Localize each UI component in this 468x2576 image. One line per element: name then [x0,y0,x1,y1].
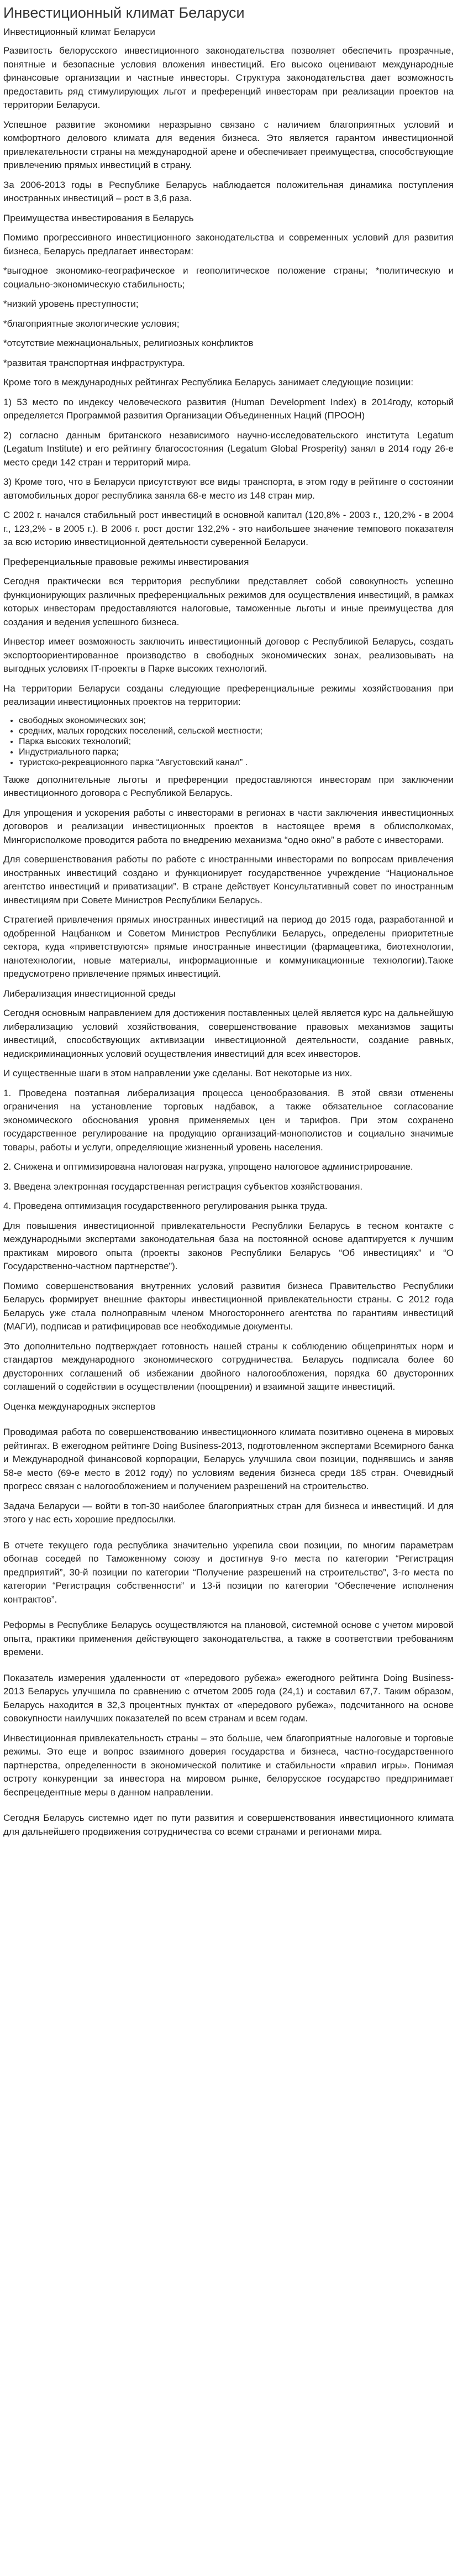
paragraph: В отчете текущего года республика значительно укрепила свои позиции, по многим параметрам обогнав соседей по Таможенному союзу и достигнув 9-го места по категории “Регистрация предприятий”, 30-й позиции по категории “Получение разрешений на строительство”, 3-го места по категории “Регистрация собственности” и 13-й позиции по категории “Обеспечение исполнения контрактов”. [3,1540,454,1605]
page-subtitle: Инвестиционный климат Беларуси [3,27,155,37]
section-heading: Преференциальные правовые режимы инвестирования [3,556,249,567]
paragraph: 3) Кроме того, что в Беларуси присутствуют все виды транспорта, в этом году в рейтинге о состоянии автомобильных дорог республика заняла 68-е место из 148 стран мир. [3,477,454,501]
list-item: • свободных экономических зон; [19,715,454,726]
paragraph: 3. Введена электронная государственная регистрация субъектов хозяйствования. [3,1181,363,1192]
paragraph: Показатель измерения удаленности от «передового рубежа» ежегодного рейтинга Doing Business-2013 Беларусь улучшила по сравнению с отчетом 2005 года (24,1) и составил 67,7. Таким образом, Беларусь находится в 32,3 процентных пунктах от «передового рубежа», подсчитанного на основе совокупности наилучших показателей по всем странам и всем годам. [3,1672,454,1724]
paragraph: Также дополнительные льготы и преференции предоставляются инвесторам при заключении инвестиционного договора с Республикой Беларусь. [3,774,454,798]
paragraph: Кроме того в международных рейтингах Республика Беларусь занимает следующие позиции: [3,377,414,388]
section-heading: Либерализация инвестиционной среды [3,988,176,999]
paragraph: 1. Проведена поэтапная либерализация процесса ценообразования. В этой связи отменены ограничения на установление торговых надбавок, а также обязательное согласование экономического обоснования уровня применяемых цен и тарифов. При этом сохранено государственное регулирование на продукцию организаций-монополистов и социально значимые товары, работы и услуги, определяющие жизненный уровень населения. [3,1087,454,1153]
paragraph: Успешное развитие экономики неразрывно связано с наличием благоприятных условий и комфортного делового климата для ведения бизнеса. Это является гарантом инвестиционной привлекательности страны на международной арене и обеспечивает преимущества, способствующие привлечению прямых инвестиций в страну. [3,119,454,170]
paragraph: И существенные шаги в этом направлении уже сделаны. Вот некоторые из них. [3,1068,353,1078]
paragraph: Проводимая работа по совершенствованию инвестиционного климата позитивно оценена в мировых рейтингах. В ежегодном рейтинге Doing Business-2013, подготовленном экспертами Всемирного банка и Международной финансовой корпорации, Беларусь улучшила свои позиции, поднявшись и заняв 58-е место (69-е место в 2012 году) по условиям ведения бизнеса среди 185 стран. Очевидный прогресс связан с налогообложением и получением разрешений на строительство. [3,1427,454,1491]
paragraph: 2. Снижена и оптимизирована налоговая нагрузка, упрощено налоговое администрирование. [3,1161,413,1172]
paragraph: Это дополнительно подтверждает готовность нашей страны к соблюдению общепринятых норм и стандартов международного экономического сотрудничества. Беларусь подписала более 60 двусторонних соглашений об избежании двойного налогообложения, порядка 60 двусторонних соглашений о содействии в осуществлении (поощрении) и взаимной защите инвестиций. [3,1341,454,1392]
paragraph: *благоприятные экологические условия; [3,318,180,329]
page-title: Инвестиционный климат Беларуси [3,4,245,21]
paragraph: Задача Беларуси — войти в топ-30 наиболее благоприятных стран для бизнеса и инвестиций. И для этого у нас есть хорошие предпосылки. [3,1500,454,1525]
paragraph: Инвестиционная привлекательность страны – это больше, чем благоприятные налоговые и торговые режимы. Это еще и вопрос взаимного доверия государства и бизнеса, частно-государственного партнерства, определенности в экономической политике и стабильности «правил игры». Понимая остроту конкуренции за инвестора на мировом рынке, белорусское государство предпринимает беспрецедентные меры в данном направлении. [3,1732,454,1798]
paragraph: Помимо совершенствования внутренних условий развития бизнеса Правительство Республики Беларусь формирует внешние факторы инвестиционной привлекательности страны. С 2012 года Беларусь уже стала полноправным членом Многостороннего агентства по гарантиям инвестиций (МАГИ), подписав и ратифицировав все необходимые документы. [3,1280,454,1332]
paragraph: Для повышения инвестиционной привлекательности Республики Беларусь в тесном контакте с международными экспертами законодательная база на постоянной основе адаптируется к лучшим практикам мирового опыта (проекты законов Республики Беларусь “Об инвестициях” и “О Государственно-частном партнерстве”). [3,1220,454,1271]
list-item: • туристско-рекреационного парка “Августовский канал” . [19,757,454,768]
paragraph: Реформы в Республике Беларусь осуществляются на плановой, системной основе с учетом мировой опыта, практики применения действующего законодательства, а также в соответствии требованиям времени. [3,1620,454,1657]
bullet-list [19,715,454,768]
paragraph: Помимо прогрессивного инвестиционного законодательства и современных условий для развития бизнеса, Беларусь предлагает инвесторам: [3,232,454,256]
paragraph: 4. Проведена оптимизация государственного регулирования рынка труда. [3,1201,328,1211]
section-heading: Оценка международных экспертов [3,1401,156,1412]
paragraph: За 2006-2013 годы в Республике Беларусь наблюдается положительная динамика поступления иностранных инвестиций – рост в 3,6 раза. [3,179,454,203]
paragraph: 1) 53 место по индексу человеческого развития (Human Development Index) в 2014году, который определяется Программой развития Организации Объединенных Наций (ПРООН) [3,396,454,421]
paragraph: *развитая транспортная инфраструктура. [3,357,185,368]
paragraph: *низкий уровень преступности; [3,299,139,309]
paragraph: *выгодное экономико-географическое и геополитическое положение страны; *политическую и социально-экономическую стабильность; [3,265,454,290]
list-item: • Парка высоких технологий; [19,736,454,747]
paragraph: Сегодня практически вся территория республики представляет собой совокупность успешно функционирующих различных преференциальных режимов для осуществления инвестиций, в рамках которых инвесторам предоставляются налоговые, таможенные льготы и иные преимущества для создания и ведения успешного бизнеса. [3,576,454,627]
paragraph: Для совершенствования работы по работе с иностранными инвесторами по вопросам привлечения иностранных инвестиций создано и функционирует государственное учреждение “Национальное агентство инвестиций и приватизации”. В стране действует Консультативный совет по иностранным инвестициям при Совете Министров Республики Беларусь. [3,854,454,905]
list-item: • средних, малых городских поселений, сельской местности; [19,726,454,736]
paragraph: Инвестор имеет возможность заключить инвестиционный договор с Республикой Беларусь, создать экспортоориентированное производство в свободных экономических зонах, реализовывать на выгодных условиях IT-проекты в Парке высоких технологий. [3,636,454,674]
paragraph: Сегодня основным направлением для достижения поставленных целей является курс на дальнейшую либерализацию условий хозяйствования, совершенствование правовых механизмов защиты инвестиций, способствующих активизации инвестиционной деятельности, создание равных, недискриминационных условий осуществления инвестиций для всех инвесторов. [3,1008,454,1059]
article-body [3,44,454,1839]
paragraph: Развитость белорусского инвестиционного законодательства позволяет обеспечить прозрачные, понятные и безопасные условия вложения инвестиций. Его высоко оценивают международные финансовые организации и частные инвесторы. Структура законодательства дает возможность предоставить ряд стимулирующих льгот и преференций инвесторам при реализации проектов на территории Беларуси. [3,45,454,110]
paragraph: 2) согласно данным британского независимого научно-исследовательского института Legatum (Legatum Institute) и его рейтингу благосостояния (Legatum Global Prosperity) занял в 2014 году 26-е место среди 142 стран и территорий мира. [3,430,454,468]
list-item: • Индустриального парка; [19,747,454,757]
paragraph: Сегодня Беларусь системно идет по пути развития и совершенствования инвестиционного климата для дальнейшего продвижения сотрудничества со всеми странами и регионами мира. [3,1813,454,1837]
paragraph: С 2002 г. начался стабильный рост инвестиций в основной капитал (120,8% - 2003 г., 120,2% - в 2004 г., 123,2% - в 2005 г.). В 2006 г. рост достиг 132,2% - это наибольшее значение темпового показателя за всю историю инвестиционной деятельности суверенной Беларуси. [3,510,454,547]
paragraph: *отсутствие межнациональных, религиозных конфликтов [3,338,254,348]
paragraph: Стратегией привлечения прямых иностранных инвестиций на период до 2015 года, разработанной и одобренной Нацбанком и Советом Министров Республики Беларусь, определены приоритетные сектора, куда «приветствуются» прямые иностранные инвестиции (фармацевтика, биотехнологии, нанотехнологии, новые материалы, информационные и коммуникационные технологии).Также предусмотрено привлечение прямых инвестиций. [3,914,454,979]
paragraph: На территории Беларуси созданы следующие преференциальные режимы хозяйствования при реализации инвестиционных проектов на территории: [3,683,454,707]
paragraph: Для упрощения и ускорения работы с инвесторами в регионах в части заключения инвестиционных договоров и реализации инвестиционных проектов в настоящее время в облисполкомах, Мингорисполкоме проводится работа по внедрению механизма “одно окно” в работе с инвесторами. [3,807,454,845]
section-heading: Преимущества инвестирования в Беларусь [3,212,194,223]
